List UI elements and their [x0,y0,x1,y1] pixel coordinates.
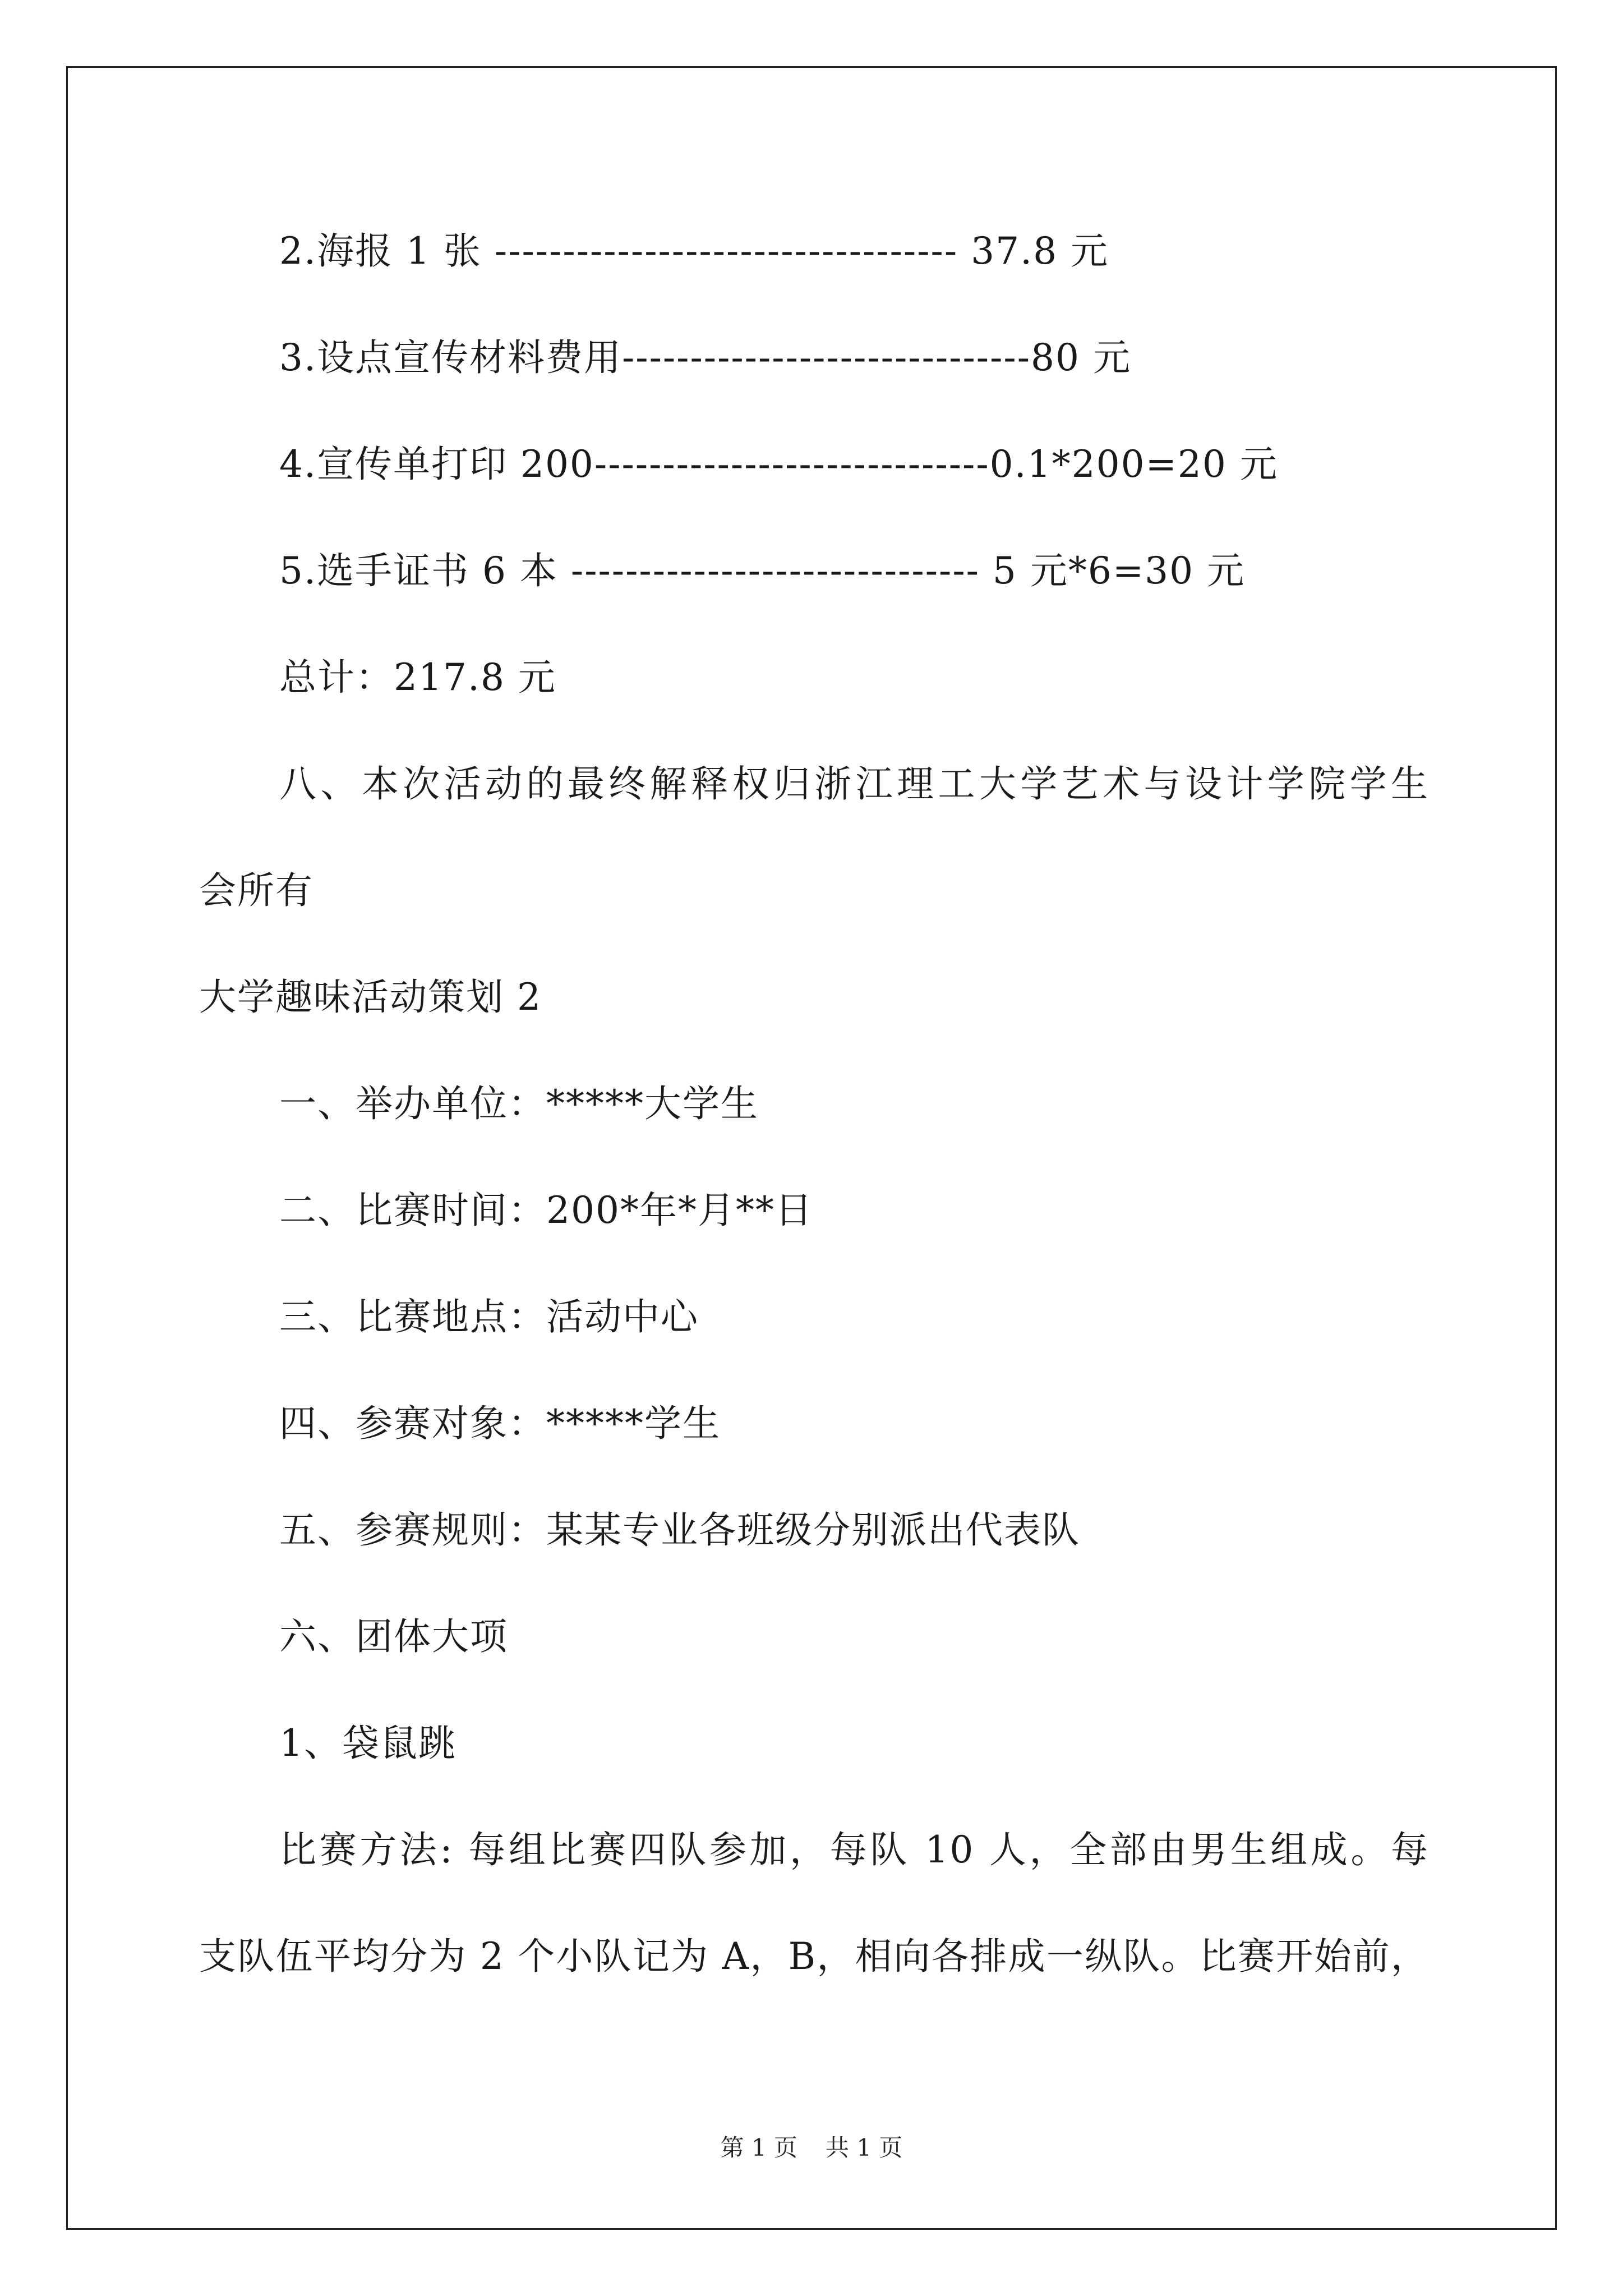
page-total: 共 1 页 [826,2134,903,2161]
page-number: 第 1 页 [720,2134,797,2161]
item-organizer: 一、举办单位：*****大学生 [279,1082,759,1125]
paragraph-interpretation-rights: 八、本次活动的最终解释权归浙江理工大学艺术与设计学院学生 [279,762,1429,806]
budget-total: 总计：217.8 元 [279,656,556,699]
item-time: 二、比赛时间：200*年*月**日 [279,1189,813,1232]
item-rules: 五、参赛规则：某某专业各班级分别派出代表队 [279,1508,1080,1552]
paragraph-method-cont: 支队伍平均分为 2 个小队记为 A，B，相向各排成一纵队。比赛开始前， [199,1935,1429,1978]
item-team-events: 六、团体大项 [279,1615,508,1658]
page-border [66,66,1557,2230]
paragraph-interpretation-rights-cont: 会所有 [199,869,313,912]
section-heading: 大学趣味活动策划 2 [199,976,542,1019]
budget-item-flyer-printing: 4.宣传单打印 200-----------------------------0.1*200=20 元 [279,443,1278,486]
item-participants: 四、参赛对象：*****学生 [279,1402,721,1445]
item-kangaroo-jump: 1、袋鼠跳 [279,1722,457,1765]
budget-item-certificates: 5.选手证书 6 本 ------------------------------ 5 元*6=30 元 [279,549,1246,592]
page-footer [0,2136,1623,2160]
paragraph-method: 比赛方法: 每组比赛四队参加，每队 10 人，全部由男生组成。每 [279,1828,1429,1871]
item-location: 三、比赛地点：活动中心 [279,1295,699,1338]
budget-item-poster: 2.海报 1 张 ---------------------------------- 37.8 元 [279,229,1109,273]
budget-item-booth-materials: 3.设点宣传材料费用------------------------------80 元 [279,336,1131,379]
